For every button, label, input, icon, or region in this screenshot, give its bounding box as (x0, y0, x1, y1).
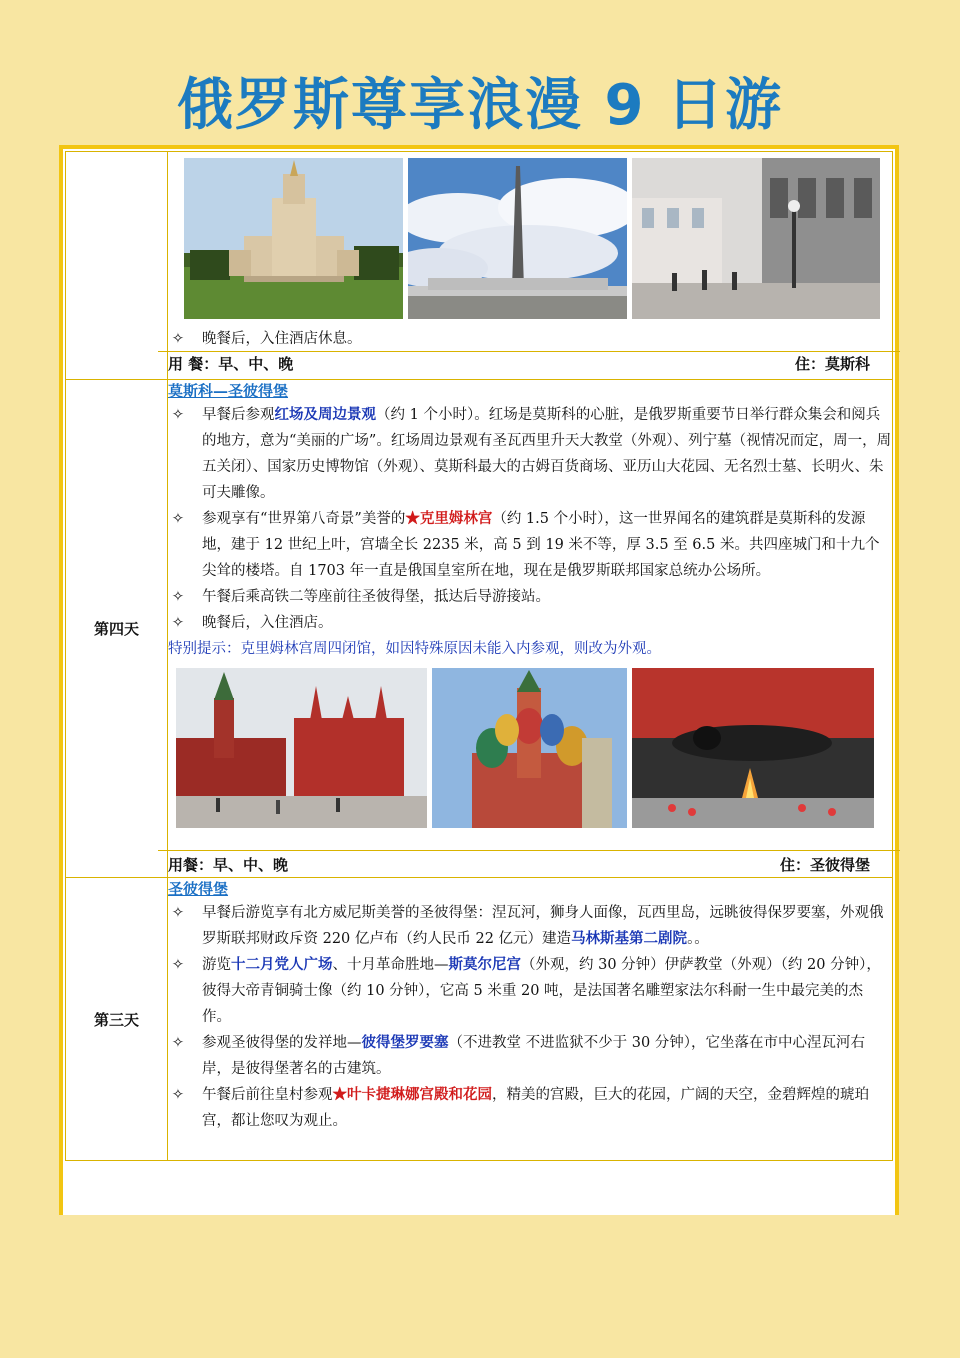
diamond-outline-icon: ✧ (171, 1087, 185, 1103)
day-label: 第四天 (93, 620, 139, 638)
bullet-item: ✧ 参观享有“世界第八奇景”美誉的★克里姆林宫（约 1.5 个小时），这一世界闻名的建筑群是莫斯科的发源地，建于 12 世纪上叶，宫墙全长 2235 米，高 5 到 19 米不等，厚 3.5 至 6.5 米。共四座城门和十九个尖耸的楼塔。自 1703 年一直是俄国皇室所在地，现在是俄罗斯联邦国家总统办公场所。 (168, 506, 892, 584)
route-title: 圣彼得堡 (168, 880, 229, 898)
day-row-4 (66, 380, 893, 878)
day-label-cell (66, 152, 168, 380)
photo-eternal-flame (632, 668, 874, 828)
photo-arbat-street (632, 158, 880, 319)
bullet-item: ✧ 午餐后乘高铁二等座前往圣彼得堡，抵达后导游接站。 (168, 584, 892, 610)
special-tip: 特别提示：克里姆林宫周四闭馆，如因特殊原因未能入内参观，则改为外观。 (168, 641, 661, 657)
diamond-outline-icon: ✧ (171, 615, 185, 631)
diamond-outline-icon: ✧ (171, 589, 185, 605)
bullet-item: ✧ 晚餐后，入住酒店。 (168, 610, 892, 636)
meal-row (168, 352, 892, 376)
day-label-cell (66, 878, 168, 1161)
bullet-item: ✧ 早餐后参观红场及周边景观（约 1 个小时）。红场是莫斯科的心脏，是俄罗斯重要节日举行群众集会和阅兵的地方，意为“美丽的广场”。红场周边景观有圣瓦西里升天大教堂（外观）、列宁墓（视情况而定，周一，周五关闭）、国家历史博物馆（外观）、莫斯科最大的古姆百货商场、亚历山大花园、无名烈士墓、长明火、朱可夫雕像。 (168, 402, 892, 506)
diamond-outline-icon: ✧ (171, 1035, 185, 1051)
photo-strip-1 (168, 152, 892, 327)
meals-label: 用餐：早、中、晚 (168, 856, 289, 874)
diamond-outline-icon: ✧ (171, 331, 185, 347)
page-title: 俄罗斯尊享浪漫 9 日游 (177, 73, 783, 138)
diamond-outline-icon: ✧ (171, 407, 185, 423)
day-label: 第三天 (93, 1010, 139, 1029)
diamond-outline-icon: ✧ (171, 511, 185, 527)
day-row-5 (66, 878, 893, 1161)
diamond-outline-icon: ✧ (171, 905, 185, 921)
bullet-item: ✧ 参观圣彼得堡的发祥地—彼得堡罗要塞（不进教堂 不进监狱不少于 30 分钟），它坐落在市中心涅瓦河右岸，是彼得堡著名的古建筑。 (168, 1030, 892, 1082)
route-title: 莫斯科—圣彼得堡 (168, 382, 289, 400)
photo-strip-2 (168, 662, 892, 850)
meal-row (168, 853, 892, 877)
photo-red-square (176, 668, 427, 828)
hotel-label: 住：圣彼得堡 (779, 856, 870, 874)
day-label-cell (66, 380, 168, 878)
photo-moscow-university (184, 158, 403, 319)
hotel-label: 住：莫斯科 (794, 355, 870, 373)
photo-victory-monument (408, 158, 627, 319)
photo-st-basils-cathedral (432, 668, 627, 828)
diamond-outline-icon: ✧ (171, 957, 185, 973)
day-row-previous (66, 152, 893, 380)
itinerary-table (65, 151, 893, 1161)
bullet-item: ✧ 游览十二月党人广场、十月革命胜地—斯莫尔尼宫（外观，约 30 分钟）伊萨教堂（外观）（约 20 分钟），彼得大帝青铜骑士像（约 10 分钟），它高 5 米重 20 吨，是法国著名雕塑家法尔科耐一生中最完美的杰作。 (168, 952, 892, 1030)
meals-label: 用 餐：早、中、晚 (168, 355, 294, 373)
bullet-item: ✧ 早餐后游览享有北方威尼斯美誉的圣彼得堡：涅瓦河，狮身人面像，瓦西里岛，远眺彼得保罗要塞，外观俄罗斯联邦财政斥资 220 亿卢布（约人民币 22 亿元）建造马林斯基第二剧院。。 (168, 900, 892, 952)
bullet-item: ✧ 晚餐后，入住酒店休息。 (168, 327, 892, 351)
bullet-item: ✧ 午餐后前往皇村参观★叶卡捷琳娜宫殿和花园，精美的宫殿，巨大的花园，广阔的天空，金碧辉煌的琥珀宫，都让您叹为观止。 (168, 1082, 892, 1134)
